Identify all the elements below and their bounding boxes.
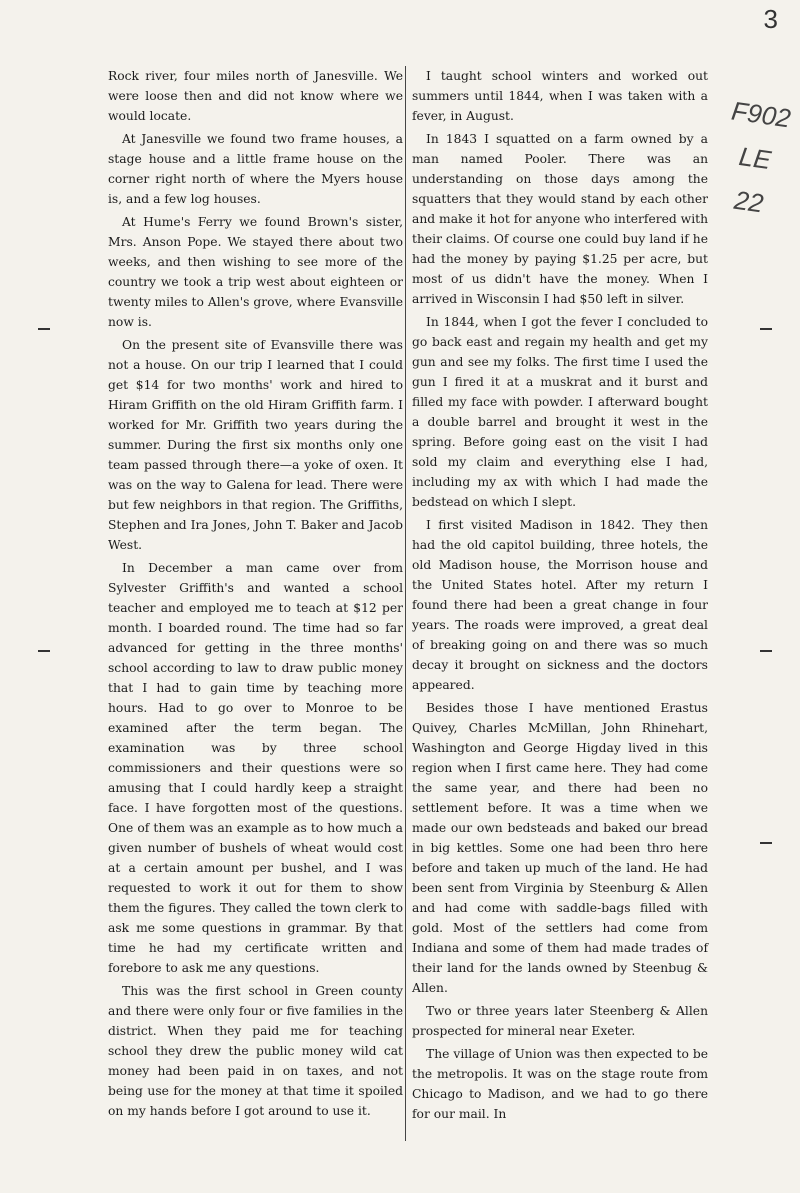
hole-mark-5 xyxy=(760,842,772,844)
paragraph: At Hume's Ferry we found Brown's sister, Mrs. Anson Pope. We stayed there about two weeks, and then wishing to see more of the country we took a trip west about eighteen or twenty miles to Allen's grove, where Evansville now is. xyxy=(108,215,403,329)
margin-note-3: 22 xyxy=(732,184,766,219)
paragraph: I first visited Madison in 1842. They then had the old capitol building, three hotels, the old Madison house, the Morrison house and the United States hotel. After my return I found there had been a great change in four years. The roads were improved, a great deal of breaking going on and there was so much decay it brought on sickness and the doctors appeared. xyxy=(412,518,708,692)
column-divider xyxy=(405,66,406,1141)
paragraph: At Janesville we found two frame houses, a stage house and a little frame house on the corner right north of where the Myers house is, and a few log houses. xyxy=(108,132,403,206)
margin-note-2: LE xyxy=(737,140,773,176)
paragraph: In 1843 I squatted on a farm owned by a man named Pooler. There was an understanding on those days among the squatters that they would stand by each other and make it hot for anyone who interfered with their claims. Of course one could buy land if he had the money by paying $1.25 per acre, but most of us didn't have the money. When I arrived in Wisconsin I had $50 left in silver. xyxy=(412,132,708,306)
hole-mark-1 xyxy=(38,328,50,330)
page-number: 3 xyxy=(763,4,778,34)
paragraph: In 1844, when I got the fever I concluded to go back east and regain my health and get my gun and see my folks. The first time I used the gun I fired it at a muskrat and it burst and filled my face with powder. I afterward bought a double barrel and brought it west in the spring. Before going east on the visit I had sold my claim and everything else I had, including my ax with which I had made the bedstead on which I slept. xyxy=(412,315,708,509)
paragraph: In December a man came over from Sylvester Griffith's and wanted a school teacher and employed me to teach at $12 per month. I boarded round. The time had so far advanced for getting in the three months' school according to law to draw public money that I had to gain time by teaching more hours. Had to go over to Monroe to be examined after the term began. The examination was by three school commissioners and their questions were so amusing that I could hardly keep a straight face. I have forgotten most of the questions. One of them was an example as to how much a given number of bushels of wheat would cost at a certain amount per bushel, and I was requested to work it out for them to show them the figures. They called the town clerk to ask me some questions in grammar. By that time he had my certificate written and forebore to ask me any questions. xyxy=(108,561,403,975)
paragraph: I taught school winters and worked out summers until 1844, when I was taken with a fever, in August. xyxy=(412,69,708,123)
margin-note-1: F902 xyxy=(729,95,793,134)
paragraph: On the present site of Evansville there was not a house. On our trip I learned that I could get $14 for two months' work and hired to Hiram Griffith on the old Hiram Griffith farm. I worked for Mr. Griffith two years during the summer. During the first six months only one team passed through there—a yoke of oxen. It was on the way to Galena for lead. There were but few neighbors in that region. The Griffiths, Stephen and Ira Jones, John T. Baker and Jacob West. xyxy=(108,338,403,552)
text-column-right xyxy=(412,66,708,1127)
paragraph: Rock river, four miles north of Janesville. We were loose then and did not know where we would locate. xyxy=(108,69,403,123)
hole-mark-3 xyxy=(760,328,772,330)
paragraph: This was the first school in Green county and there were only four or five families in the district. When they paid me for teaching school they drew the public money wild cat money had been paid in on taxes, and not being use for the money at that time it spoiled on my hands before I got around to use it. xyxy=(108,984,403,1118)
paragraph: Two or three years later Steenberg & Allen prospected for mineral near Exeter. xyxy=(412,1004,708,1038)
text-column-left xyxy=(108,66,403,1124)
margin-notes xyxy=(711,88,799,228)
paragraph: Besides those I have mentioned Erastus Quivey, Charles McMillan, John Rhinehart, Washington and George Higday lived in this region when I first came here. They had come the same year, and there had been no settlement before. It was a time when we made our own bedsteads and baked our bread in big kettles. Some one had been thro here before and taken up much of the land. He had been sent from Virginia by Steenburg & Allen and had come with saddle-bags filled with gold. Most of the settlers had come from Indiana and some of them had made trades of their land for the lands owned by Steenbug & Allen. xyxy=(412,701,708,995)
hole-mark-4 xyxy=(760,650,772,652)
paragraph: The village of Union was then expected to be the metropolis. It was on the stage route from Chicago to Madison, and we had to go there for our mail. In xyxy=(412,1047,708,1121)
hole-mark-2 xyxy=(38,650,50,652)
